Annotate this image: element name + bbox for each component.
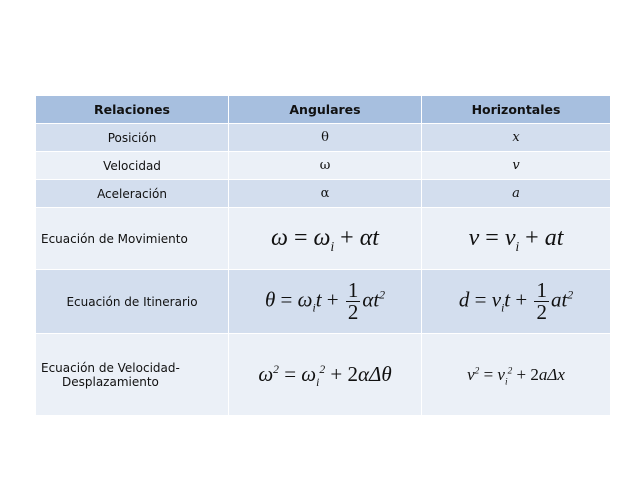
f-var: ω [297, 287, 313, 312]
f-t: t [315, 287, 322, 312]
fraction [346, 280, 361, 323]
f-lhs: ω [258, 362, 274, 386]
f-rhs: αt [359, 225, 379, 251]
label-movimiento: Ecuación de Movimiento [36, 208, 229, 270]
f-eq: = [479, 225, 505, 251]
f-exp: 2 [273, 364, 279, 376]
f-eq: = [275, 287, 298, 312]
fraction-denominator: 2 [347, 300, 359, 324]
f-var: ω [313, 225, 331, 251]
label-aceleracion: Aceleración [36, 180, 229, 208]
f-plus: + [325, 362, 348, 386]
relations-table [35, 95, 611, 416]
f-lhs: θ [264, 287, 276, 312]
fraction-numerator: 1 [347, 278, 359, 302]
label-velocidad: Velocidad [36, 152, 229, 180]
f-exp: 2 [567, 289, 574, 302]
f-plus: + [321, 287, 344, 312]
f-plus: + [519, 225, 545, 251]
label-posicion: Posición [36, 124, 229, 152]
label-line-2: Desplazamiento [62, 374, 159, 389]
f-eq: = [278, 362, 302, 386]
horizontal-velocidad: v [422, 152, 611, 180]
formula-desplazamiento-horizontal [422, 334, 611, 416]
f-eq: = [469, 287, 492, 312]
angular-posicion: θ [229, 124, 422, 152]
f-plus: + [334, 225, 360, 251]
formula-movimiento-angular [229, 208, 422, 270]
label-desplazamiento [36, 334, 229, 416]
row-movimiento [36, 208, 611, 270]
formula-movimiento-horizontal [422, 208, 611, 270]
row-itinerario [36, 270, 611, 334]
f-rhs: αΔθ [357, 362, 392, 386]
f-plus: + [512, 364, 531, 384]
f-eq: = [287, 225, 314, 251]
f-sub: i [330, 238, 335, 254]
f-eq: = [479, 364, 498, 384]
header-row [36, 96, 611, 124]
formula-desplazamiento-angular [229, 334, 422, 416]
horizontal-posicion: x [422, 124, 611, 152]
header-angulares: Angulares [229, 96, 422, 124]
header-horizontales: Horizontales [422, 96, 611, 124]
f-sub: i [312, 302, 316, 315]
row-desplazamiento [36, 334, 611, 416]
f-exp: 2 [507, 365, 513, 376]
header-relaciones: Relaciones [36, 96, 229, 124]
f-rhs: aΔx [538, 364, 565, 384]
f-two: 2 [530, 364, 539, 384]
f-var: v [504, 225, 516, 251]
label-itinerario: Ecuación de Itinerario [36, 270, 229, 334]
f-exp: 2 [379, 289, 386, 302]
f-plus: + [510, 287, 533, 312]
row-aceleracion [36, 180, 611, 208]
formula-itinerario-angular [229, 270, 422, 334]
angular-aceleracion: α [229, 180, 422, 208]
f-var: v [491, 287, 502, 312]
f-var: ω [301, 362, 317, 386]
f-sub: i [316, 377, 320, 390]
f-exp: 2 [474, 365, 480, 376]
row-velocidad [36, 152, 611, 180]
row-posicion [36, 124, 611, 152]
f-two: 2 [347, 362, 358, 386]
f-sub: i [515, 238, 520, 254]
fraction-numerator: 1 [536, 278, 547, 302]
label-line-1: Ecuación de Velocidad- [41, 360, 180, 375]
f-t: t [504, 287, 511, 312]
f-exp: 2 [319, 364, 326, 376]
f-lhs: v [468, 225, 480, 251]
f-lhs: v [467, 364, 475, 384]
f-rhs: αt [362, 287, 380, 312]
angular-velocidad: ω [229, 152, 422, 180]
fraction-denominator: 2 [536, 300, 547, 324]
horizontal-aceleracion: a [422, 180, 611, 208]
f-lhs: ω [271, 225, 288, 251]
f-rhs: at [544, 225, 564, 251]
f-rhs: at [550, 287, 568, 312]
f-sub: i [504, 376, 508, 387]
f-var: v [497, 364, 505, 384]
f-lhs: d [458, 287, 470, 312]
fraction [534, 280, 549, 323]
formula-itinerario-horizontal [422, 270, 611, 334]
f-sub: i [501, 302, 505, 315]
